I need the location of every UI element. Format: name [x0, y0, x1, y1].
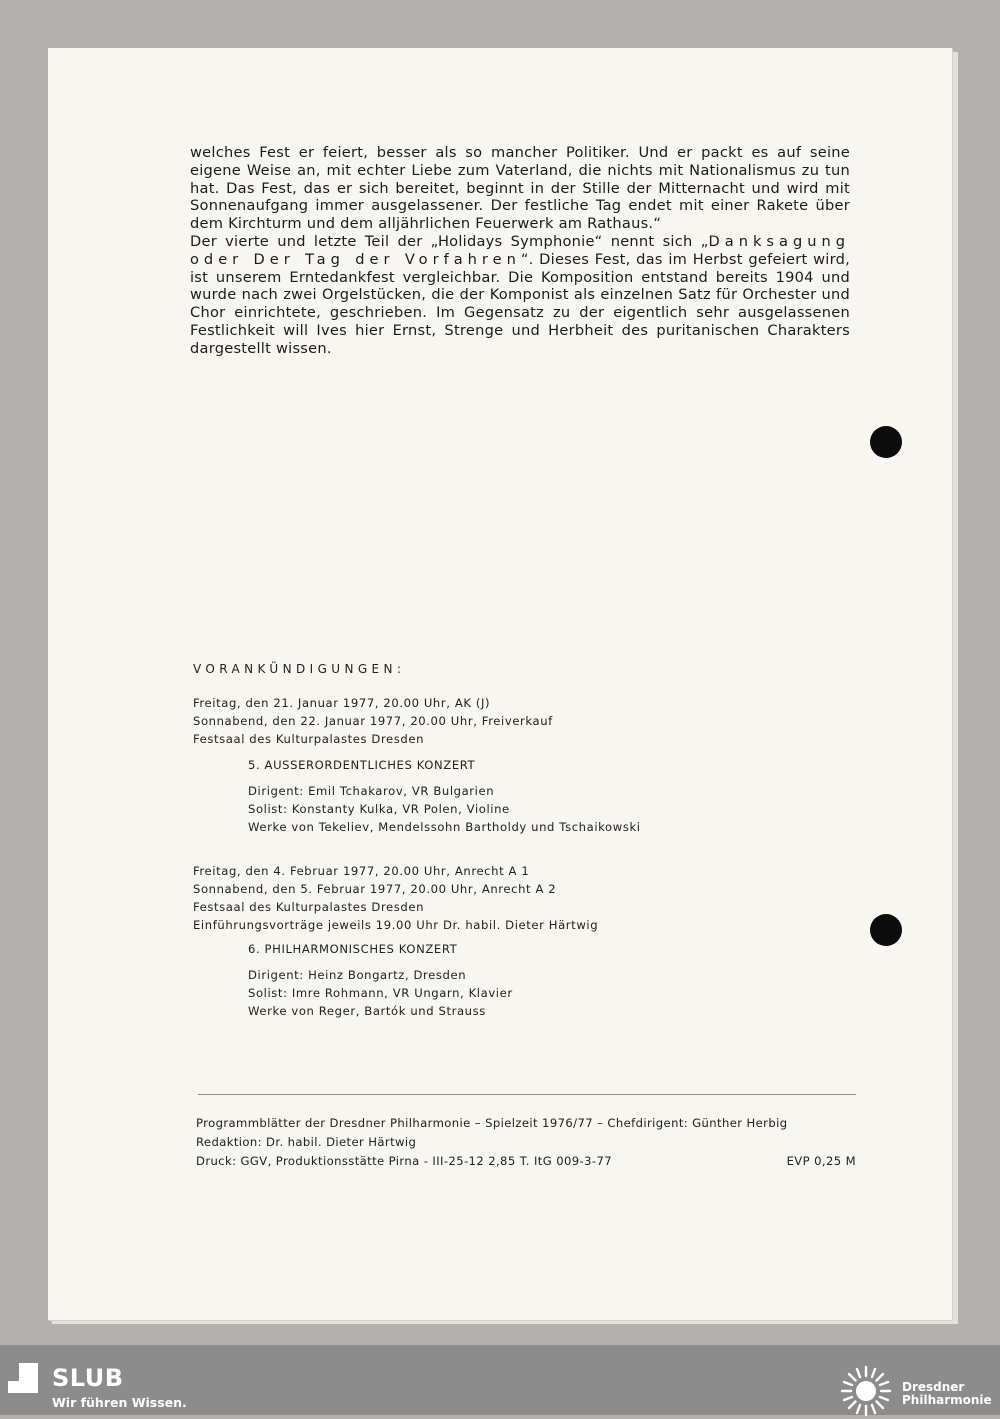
- imprint-line-2: Redaktion: Dr. habil. Dieter Härtwig: [196, 1135, 417, 1149]
- concert1-works: Werke von Tekeliev, Mendelssohn Bartholdy und Tschaikowski: [248, 820, 641, 834]
- punch-hole-bottom: [870, 914, 902, 946]
- dp-line-1: Dresdner: [902, 1380, 965, 1394]
- announcements: [193, 660, 853, 1020]
- spaced-movement-title: Danksagung oder Der Tag der Vorfahren: [190, 232, 850, 268]
- slub-tagline: Wir führen Wissen.: [52, 1395, 187, 1410]
- concert1-date1: Freitag, den 21. Januar 1977, 20.00 Uhr, AK (J): [193, 696, 491, 710]
- paragraph-2-end: “. Dieses Fest, das im Herbst gefeiert wird, ist unserem Erntedankfest vergleichbar. Die Komposition entstand bereits 1904 und wurde nach zwei Orgelstücken, die der Komponist als einzelnen Satz für Orchester und Chor einrichtete, geschrieben. Im Gegensatz zu der eigentlich sehr ausgelassenen Festlichkeit will Ives hier Ernst, Strenge und Herbheit des puritanischen Charakters dargestellt wissen.: [190, 250, 851, 357]
- dresdner-philharmonie-name: [902, 1381, 992, 1407]
- paragraph-2: [190, 233, 850, 358]
- concert2-conductor: Dirigent: Heinz Bongartz, Dresden: [248, 968, 467, 982]
- price-label: EVP 0,25 M: [786, 1154, 856, 1168]
- concert2-intro: Einführungsvorträge jeweils 19.00 Uhr Dr. habil. Dieter Härtwig: [193, 918, 599, 932]
- concert2-date1: Freitag, den 4. Februar 1977, 20.00 Uhr, Anrecht A 1: [193, 864, 530, 878]
- concert1-title: 5. AUSSERORDENTLICHES KONZERT: [248, 758, 476, 772]
- paragraph-2-start: Der vierte und letzte Teil der „Holidays Symphonie“ nennt sich „: [190, 232, 709, 250]
- imprint-line-1: Programmblätter der Dresdner Philharmonie – Spielzeit 1976/77 – Chefdirigent: Günther Herbig: [196, 1116, 788, 1130]
- concert2-works: Werke von Reger, Bartók und Strauss: [248, 1004, 486, 1018]
- concert1-soloist: Solist: Konstanty Kulka, VR Polen, Violine: [248, 802, 510, 816]
- concert2-title: 6. PHILHARMONISCHES KONZERT: [248, 942, 458, 956]
- concert2-date2: Sonnabend, den 5. Februar 1977, 20.00 Uhr, Anrecht A 2: [193, 882, 557, 896]
- dresdner-philharmonie-logo-icon: [838, 1363, 894, 1419]
- imprint-print-info: Druck: GGV, Produktionsstätte Pirna - III-25-12 2,85 T. ItG 009-3-77: [196, 1154, 613, 1168]
- concert1-conductor: Dirigent: Emil Tchakarov, VR Bulgarien: [248, 784, 495, 798]
- slub-logo-icon: [8, 1363, 38, 1393]
- document-page: [48, 48, 952, 1320]
- announcements-heading: VORANKÜNDIGUNGEN:: [193, 662, 406, 676]
- dp-line-2: Philharmonie: [902, 1393, 992, 1407]
- paragraph-1: welches Fest er feiert, besser als so mancher Politiker. Und er packt es auf seine eigene Weise an, mit echter Liebe zum Vaterland, die nichts mit Nationalismus zu tun hat. Das Fest, das er sich bereitet, beginnt in der Stille der Mitternacht und wird mit Sonnenaufgang immer ausgelassener. Der festliche Tag endet mit einer Rakete über dem Kirchturm und dem alljährlichen Feuerwerk am Rathaus.“: [190, 144, 850, 233]
- slub-name: SLUB: [52, 1364, 124, 1392]
- punch-hole-top: [870, 426, 902, 458]
- concert1-date2: Sonnabend, den 22. Januar 1977, 20.00 Uhr, Freiverkauf: [193, 714, 553, 728]
- footer-divider: [198, 1094, 856, 1095]
- body-text: [190, 144, 850, 358]
- concert1-venue: Festsaal des Kulturpalastes Dresden: [193, 732, 425, 746]
- imprint-line-3: [196, 1152, 856, 1171]
- imprint: [196, 1114, 856, 1171]
- concert2-venue: Festsaal des Kulturpalastes Dresden: [193, 900, 425, 914]
- concert2-soloist: Solist: Imre Rohmann, VR Ungarn, Klavier: [248, 986, 513, 1000]
